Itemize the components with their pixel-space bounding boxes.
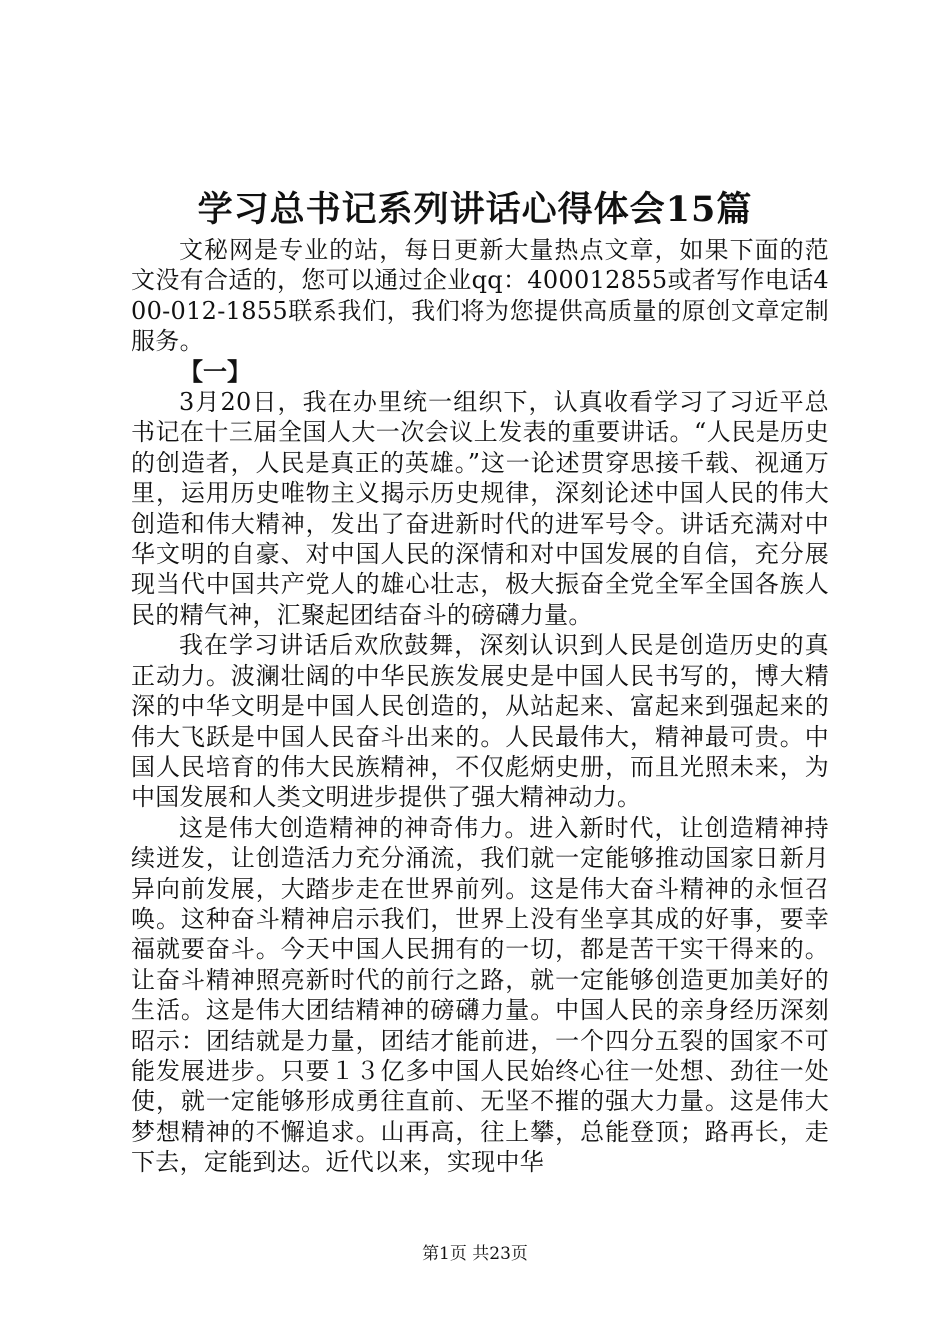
intro-paragraph: 文秘网是专业的站，每日更新大量热点文章，如果下面的范文没有合适的，您可以通过企业qq：400012855或者写作电话400-012-1855联系我们，我们将为您提供高质量的原创文章定制服务。 <box>131 236 829 356</box>
section-heading: 【一】 <box>179 356 251 386</box>
document-title: 学习总书记系列讲话心得体会15篇 <box>197 189 753 230</box>
body-paragraph-1: 3月20日，我在办里统一组织下，认真收看学习了习近平总书记在十三届全国人大一次会议上发表的重要讲话。“人民是历史的创造者，人民是真正的英雄。”这一论述贯穿思接千载、视通万里，运用历史唯物主义揭示历史规律，深刻论述中国人民的伟大创造和伟大精神，发出了奋进新时代的进军号令。讲话充满对中华文明的自豪、对中国人民的深情和对中国发展的自信，充分展现当代中国共产党人的雄心壮志，极大振奋全党全军全国各族人民的精气神，汇聚起团结奋斗的磅礴力量。 <box>131 388 829 629</box>
body-paragraph-2: 我在学习讲话后欢欣鼓舞，深刻认识到人民是创造历史的真正动力。波澜壮阔的中华民族发展史是中国人民书写的，博大精深的中华文明是中国人民创造的，从站起来、富起来到强起来的伟大飞跃是中国人民奋斗出来的。人民最伟大，精神最可贵。中国人民培育的伟大民族精神，不仅彪炳史册，而且光照未来，为中国发展和人类文明进步提供了强大精神动力。 <box>131 631 829 812</box>
document-body <box>131 235 829 1178</box>
page-footer: 第1页 共23页 <box>422 1244 528 1264</box>
body-paragraph-3: 这是伟大创造精神的神奇伟力。进入新时代，让创造精神持续迸发，让创造活力充分涌流，我们就一定能够推动国家日新月异向前发展，大踏步走在世界前列。这是伟大奋斗精神的永恒召唤。这种奋斗精神启示我们，世界上没有坐享其成的好事，要幸福就要奋斗。今天中国人民拥有的一切，都是苦干实干得来的。让奋斗精神照亮新时代的前行之路，就一定能够创造更加美好的生活。这是伟大团结精神的磅礴力量。中国人民的亲身经历深刻昭示：团结就是力量，团结才能前进，一个四分五裂的国家不可能发展进步。只要１３亿多中国人民始终心往一处想、劲往一处使，就一定能够形成勇往直前、无坚不摧的强大力量。这是伟大梦想精神的不懈追求。山再高，往上攀，总能登顶；路再长，走下去，定能到达。近代以来，实现中华 <box>131 813 829 1177</box>
